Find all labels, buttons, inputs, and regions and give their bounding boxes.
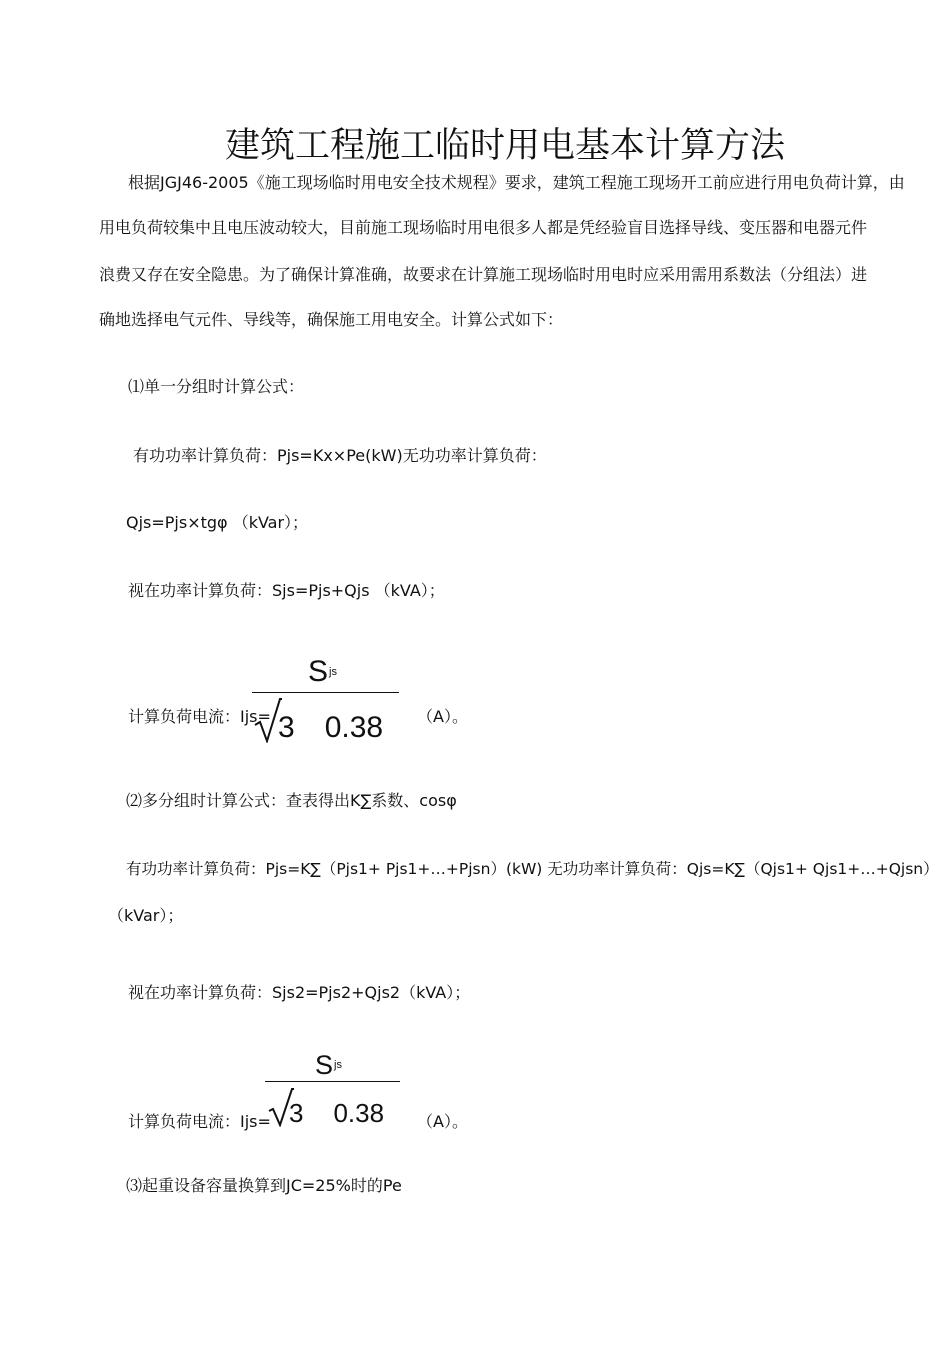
section2-current-unit: （A）。: [417, 1112, 468, 1131]
intro-line-1: 根据JGJ46-2005《施工现场临时用电安全技术规程》要求，建筑工程施工现场开工前应进行用电负荷计算，由: [128, 173, 905, 192]
intro-line-2: 用电负荷较集中且电压波动较大，目前施工现场临时用电很多人都是凭经验盲目选择导线、变压器和电器元件: [99, 218, 868, 237]
section2-apparent-power: 视在功率计算负荷：Sjs2=Pjs2+Qjs2（kVA）；: [128, 983, 471, 1002]
section1-fraction-radicand: 3: [278, 711, 295, 744]
section2-fraction-factor: 0.38: [333, 1098, 385, 1128]
section1-fraction-numerator: $S^{js}$: [308, 655, 337, 688]
section2-heading: ⑵多分组时计算公式：查表得出K∑系数、cosφ: [126, 791, 457, 810]
section1-current-label: 计算负荷电流：Ijs=: [128, 707, 271, 726]
section2-fraction-radicand: 3: [289, 1098, 304, 1128]
section1-apparent-power: 视在功率计算负荷：Sjs=Pjs+Qjs （kVA）；: [128, 581, 445, 600]
section2-current-label: 计算负荷电流：Ijs=: [128, 1112, 271, 1131]
section2-active-power: 有功功率计算负荷：Pjs=K∑（Pjs1+ Pjs1+…+Pjsn）(kW) 无功功率计算负荷：Qjs=K∑（Qjs1+ Qjs1+…+Qjsn）: [126, 860, 939, 878]
section3-heading: ⑶起重设备容量换算到JC=25%时的Pe: [126, 1176, 402, 1195]
section1-current-formula: [252, 655, 402, 745]
section1-fraction-bar: [252, 692, 399, 693]
section2-fraction-numerator: $S^{js}$: [315, 1050, 342, 1080]
section1-heading: ⑴单一分组时计算公式：: [128, 377, 305, 396]
section1-current-unit: （A）。: [417, 707, 468, 726]
document-title: 建筑工程施工临时用电基本计算方法: [224, 126, 785, 166]
section2-fraction-bar: [265, 1081, 400, 1082]
section1-fraction-factor: 0.38: [324, 711, 384, 744]
intro-line-3: 浪费又存在安全隐患。为了确保计算准确，故要求在计算施工现场临时用电时应采用需用系数法（分组法）进: [99, 265, 868, 284]
section1-reactive-power: Qjs=Pjs×tgφ （kVar）；: [126, 513, 309, 532]
section2-current-formula: [265, 1050, 405, 1134]
section1-active-power: 有功功率计算负荷：Pjs=Kx×Pe(kW)无功功率计算负荷：: [133, 446, 547, 465]
intro-line-4: 确地选择电气元件、导线等，确保施工用电安全。计算公式如下：: [99, 310, 564, 329]
section2-active-power-cont: （kVar）；: [108, 906, 184, 925]
